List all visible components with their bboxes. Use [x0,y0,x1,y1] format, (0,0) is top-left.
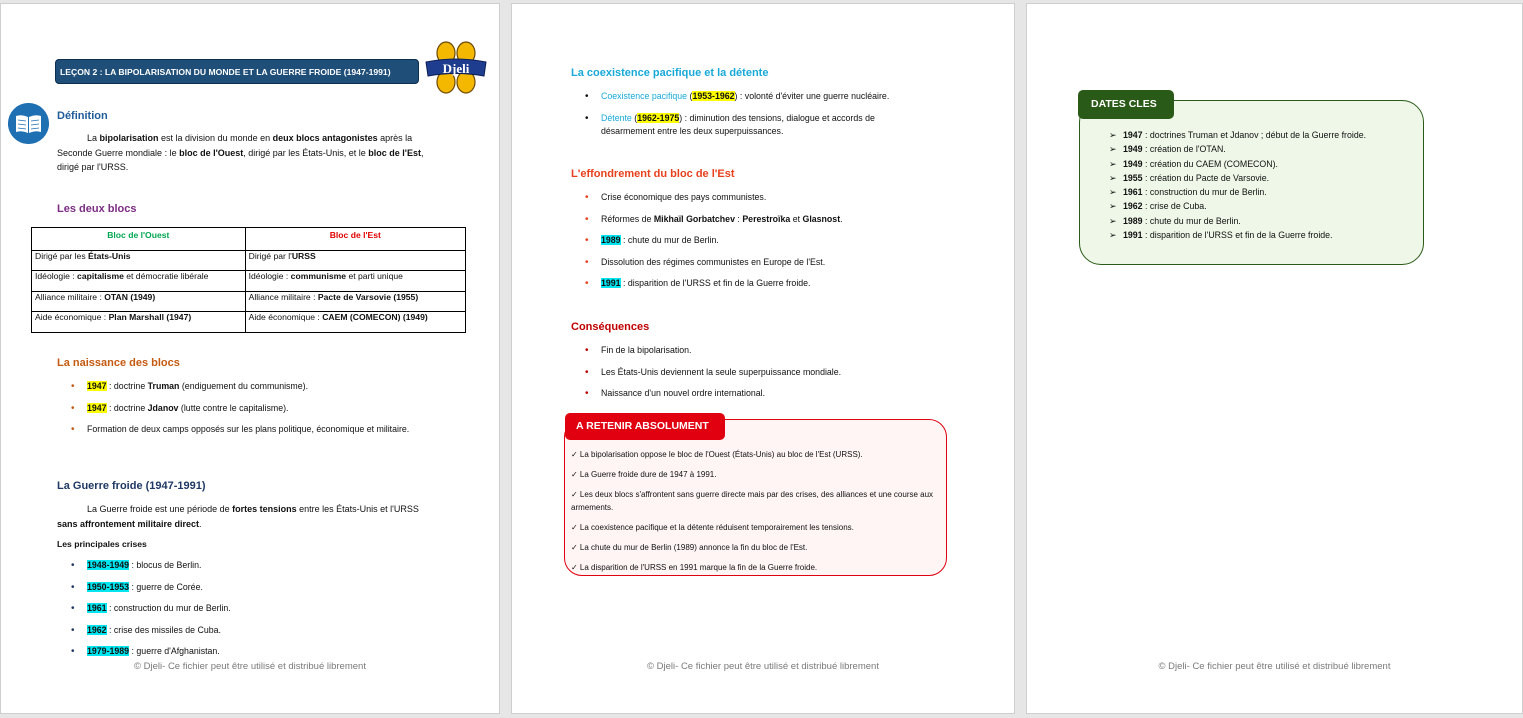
blocs-heading: Les deux blocs [57,203,137,215]
table-row [32,271,466,292]
list-item: • 1962 : crise des missiles de Cuba. [71,624,221,636]
list-item: ✓ La bipolarisation oppose le bloc de l'Ouest (États-Unis) au bloc de l'Est (URSS). [571,450,863,459]
list-item: ✓ La coexistence pacifique et la détente réduisent temporairement les tensions. [571,523,854,532]
naissance-list [69,380,419,445]
effondrement-list [583,191,923,299]
consequences-list [583,344,923,409]
arrow-bullet-icon: ➢ [1109,215,1117,226]
list-item: • Réformes de Mikhaïl Gorbatchev : Perestroïka et Glasnost. [585,213,843,225]
east-bloc-header: Bloc de l'Est [245,228,465,251]
list-item: • 1947 : doctrine Truman (endiguement du communisme). [71,381,309,392]
document-page-3 [1026,3,1523,714]
retenir-list [571,448,936,581]
list-item: • Fin de la bipolarisation. [585,345,692,356]
list-item: • 1961 : construction du mur de Berlin. [71,603,231,614]
coexistence-list [583,90,923,146]
blocs-table [31,227,466,333]
table-header-row [32,228,466,251]
list-item: ➢ 1989 : chute du mur de Berlin. [1109,214,1366,228]
arrow-bullet-icon: ➢ [1109,230,1117,241]
page-footer: © Djeli- Ce fichier peut être utilisé et distribué librement [647,661,879,672]
effondrement-heading: L'effondrement du bloc de l'Est [571,168,735,180]
definition-paragraph: La bipolarisation est la division du monde en deux blocs antagonistes après la Seconde Guerre mondiale : le bloc de l'Ouest, dirigé par les États-Unis, et le bloc de l'Est, dirigé par l'URSS. [57,133,424,172]
table-cell: Idéologie : communisme et parti unique [245,271,465,292]
definition-heading: Définition [57,110,108,122]
list-item: ➢ 1962 : crise de Cuba. [1109,199,1366,213]
lesson-title: LEÇON 2 : LA BIPOLARISATION DU MONDE ET LA GUERRE FROIDE (1947-1991) [55,59,419,84]
arrow-bullet-icon: ➢ [1109,201,1117,212]
crises-title: Les principales crises [57,539,147,549]
dates-list [1109,128,1366,242]
list-item: ➢ 1961 : construction du mur de Berlin. [1109,185,1366,199]
page-footer: © Djeli- Ce fichier peut être utilisé et distribué librement [1158,661,1391,672]
table-cell: Dirigé par l'URSS [245,250,465,271]
table-cell: Alliance militaire : OTAN (1949) [32,291,246,312]
table-cell: Alliance militaire : Pacte de Varsovie (1955) [245,291,465,312]
arrow-bullet-icon: ➢ [1109,144,1117,155]
list-item: • Crise économique des pays communistes. [585,192,767,203]
list-item: ➢ 1949 : création de l'OTAN. [1109,142,1366,156]
dates-title: DATES CLES [1078,90,1174,119]
naissance-heading: La naissance des blocs [57,357,180,369]
list-item: ✓ Les deux blocs s'affrontent sans guerre directe mais par des crises, des alliances et une course aux armements. [571,490,934,512]
guerre-froide-paragraph: La Guerre froide est une période de fortes tensions entre les États-Unis et l'URSS sans affrontement militaire direct. [57,504,419,529]
list-item: • Naissance d'un nouvel ordre international. [585,388,766,399]
list-item: • 1948-1949 : blocus de Berlin. [71,560,202,571]
list-item: • 1989 : chute du mur de Berlin. [585,235,719,246]
document-page-1 [0,3,500,714]
table-cell: Aide économique : CAEM (COMECON) (1949) [245,312,465,333]
retenir-title: A RETENIR ABSOLUMENT [565,413,725,440]
list-item: ✓ La disparition de l'URSS en 1991 marque la fin de la Guerre froide. [571,563,818,572]
list-item: ➢ 1947 : doctrines Truman et Jdanov ; début de la Guerre froide. [1109,128,1366,142]
list-item: • Les États-Unis deviennent la seule superpuissance mondiale. [585,366,842,378]
page-footer: © Djeli- Ce fichier peut être utilisé et distribué librement [134,661,366,672]
arrow-bullet-icon: ➢ [1109,158,1117,169]
arrow-bullet-icon: ➢ [1109,130,1117,140]
list-item: ✓ La Guerre froide dure de 1947 à 1991. [571,470,717,479]
list-item: • 1950-1953 : guerre de Corée. [71,581,203,593]
table-cell: Dirigé par les États-Unis [32,250,246,271]
list-item: • 1991 : disparition de l'URSS et fin de la Guerre froide. [585,278,811,289]
list-item: • 1947 : doctrine Jdanov (lutte contre le capitalisme). [71,402,289,414]
arrow-bullet-icon: ➢ [1109,172,1117,183]
list-item: ✓ La chute du mur de Berlin (1989) annonce la fin du bloc de l'Est. [571,543,808,552]
list-item: ➢ 1949 : création du CAEM (COMECON). [1109,157,1366,171]
crises-list [69,559,419,667]
table-row [32,312,466,333]
west-bloc-header: Bloc de l'Ouest [32,228,246,251]
djeli-logo [423,40,489,96]
coexistence-heading: La coexistence pacifique et la détente [571,67,769,79]
list-item: ➢ 1955 : création du Pacte de Varsovie. [1109,171,1366,185]
list-item: • Coexistence pacifique (1953-1962) : volonté d'éviter une guerre nucléaire. [585,91,890,102]
list-item: • Dissolution des régimes communistes en Europe de l'Est. [585,256,826,268]
consequences-heading: Conséquences [571,321,650,333]
document-page-2 [511,3,1015,714]
table-row [32,250,466,271]
book-icon [8,103,49,144]
table-cell: Aide économique : Plan Marshall (1947) [32,312,246,333]
list-item: • 1979-1989 : guerre d'Afghanistan. [71,646,220,657]
table-cell: Idéologie : capitalisme et démocratie libérale [32,271,246,292]
table-row [32,291,466,312]
list-item: • Formation de deux camps opposés sur les plans politique, économique et militaire. [71,424,410,435]
list-item: • Détente (1962-1975) : diminution des tensions, dialogue et accords de désarmement entre les deux superpuissances. [585,112,875,136]
arrow-bullet-icon: ➢ [1109,187,1117,198]
guerre-froide-heading: La Guerre froide (1947-1991) [57,480,206,492]
svg-text:Djeli: Djeli [442,61,470,76]
list-item: ➢ 1991 : disparition de l'URSS et fin de la Guerre froide. [1109,228,1366,242]
